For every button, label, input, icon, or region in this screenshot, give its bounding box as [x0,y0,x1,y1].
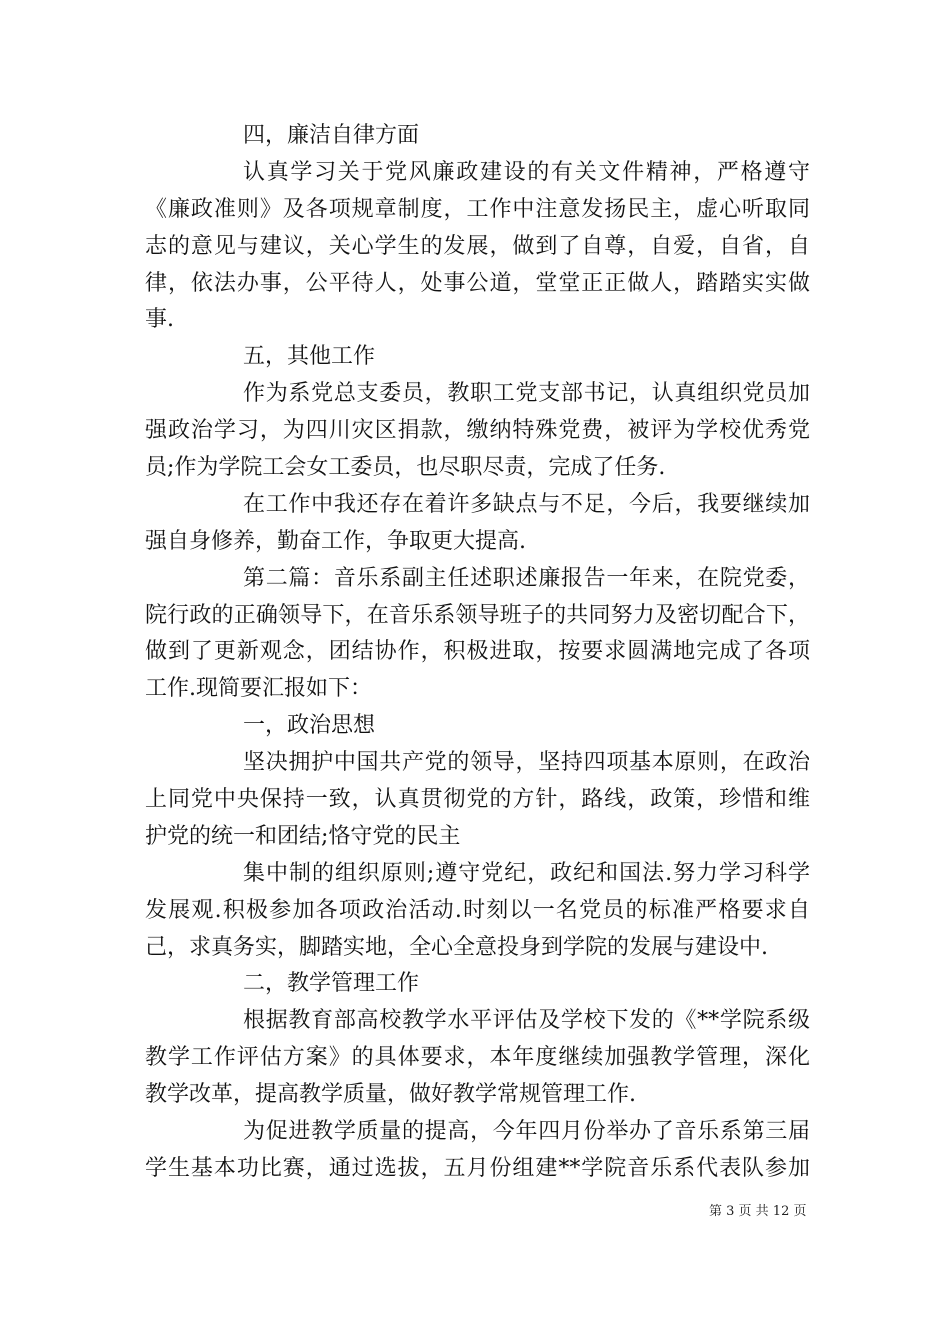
text-line: 上同党中央保持一致，认真贯彻党的方针，路线，政策，珍惜和维 [145,787,810,813]
text-line: 护党的统一和团结;恪守党的民主 [145,823,461,849]
section-heading-1: 一，政治思想 [243,713,376,739]
text-line: 做到了更新观念，团结协作，积极进取，按要求圆满地完成了各项 [145,639,810,665]
text-line: 强政治学习，为四川灾区捐款，缴纳特殊党费，被评为学校优秀党 [145,418,810,444]
text-line: 坚决拥护中国共产党的领导，坚持四项基本原则，在政治 [243,750,810,776]
text-line: 学生基本功比赛，通过选拔，五月份组建**学院音乐系代表队参加 [145,1155,810,1181]
text-line: 根据教育部高校教学水平评估及学校下发的《**学院系级 [243,1008,810,1034]
text-line: 《廉政准则》及各项规章制度，工作中注意发扬民主，虚心听取同 [145,196,810,222]
document-body [145,118,810,1188]
text-line: 志的意见与建议，关心学生的发展，做到了自尊，自爱，自省，自 [145,233,810,259]
text-line: 发展观.积极参加各项政治活动.时刻以一名党员的标准严格要求自 [145,897,810,923]
chapter-heading: 第二篇：音乐系副主任述职述廉报告一年来，在院党委， [243,565,810,591]
section-heading-2: 二，教学管理工作 [243,971,420,997]
text-line: 作为系党总支委员，教职工党支部书记，认真组织党员加 [243,381,810,407]
text-line: 律，依法办事，公平待人，处事公道，堂堂正正做人，踏踏实实做 [145,270,810,296]
text-line: 己，求真务实，脚踏实地，全心全意投身到学院的发展与建设中. [145,934,768,960]
text-line: 工作.现简要汇报如下： [145,676,372,702]
page-number: 第 3 页 共 12 页 [709,1204,807,1219]
text-line: 为促进教学质量的提高，今年四月份举办了音乐系第三届 [243,1119,810,1145]
text-line: 员;作为学院工会女工委员，也尽职尽责，完成了任务. [145,455,666,481]
text-line: 教学工作评估方案》的具体要求，本年度继续加强教学管理，深化 [145,1045,810,1071]
text-line: 教学改革，提高教学质量，做好教学常规管理工作. [145,1082,636,1108]
text-line: 院行政的正确领导下，在音乐系领导班子的共同努力及密切配合下， [145,602,810,628]
text-line: 强自身修养，勤奋工作，争取更大提高. [145,528,526,554]
text-line: 事. [145,307,174,333]
section-heading-4: 四，廉洁自律方面 [243,123,420,148]
text-line: 认真学习关于党风廉政建设的有关文件精神，严格遵守 [243,159,810,185]
text-line: 集中制的组织原则;遵守党纪，政纪和国法.努力学习科学 [243,860,810,886]
text-line: 在工作中我还存在着许多缺点与不足，今后，我要继续加 [243,491,810,517]
section-heading-5: 五，其他工作 [243,344,376,370]
